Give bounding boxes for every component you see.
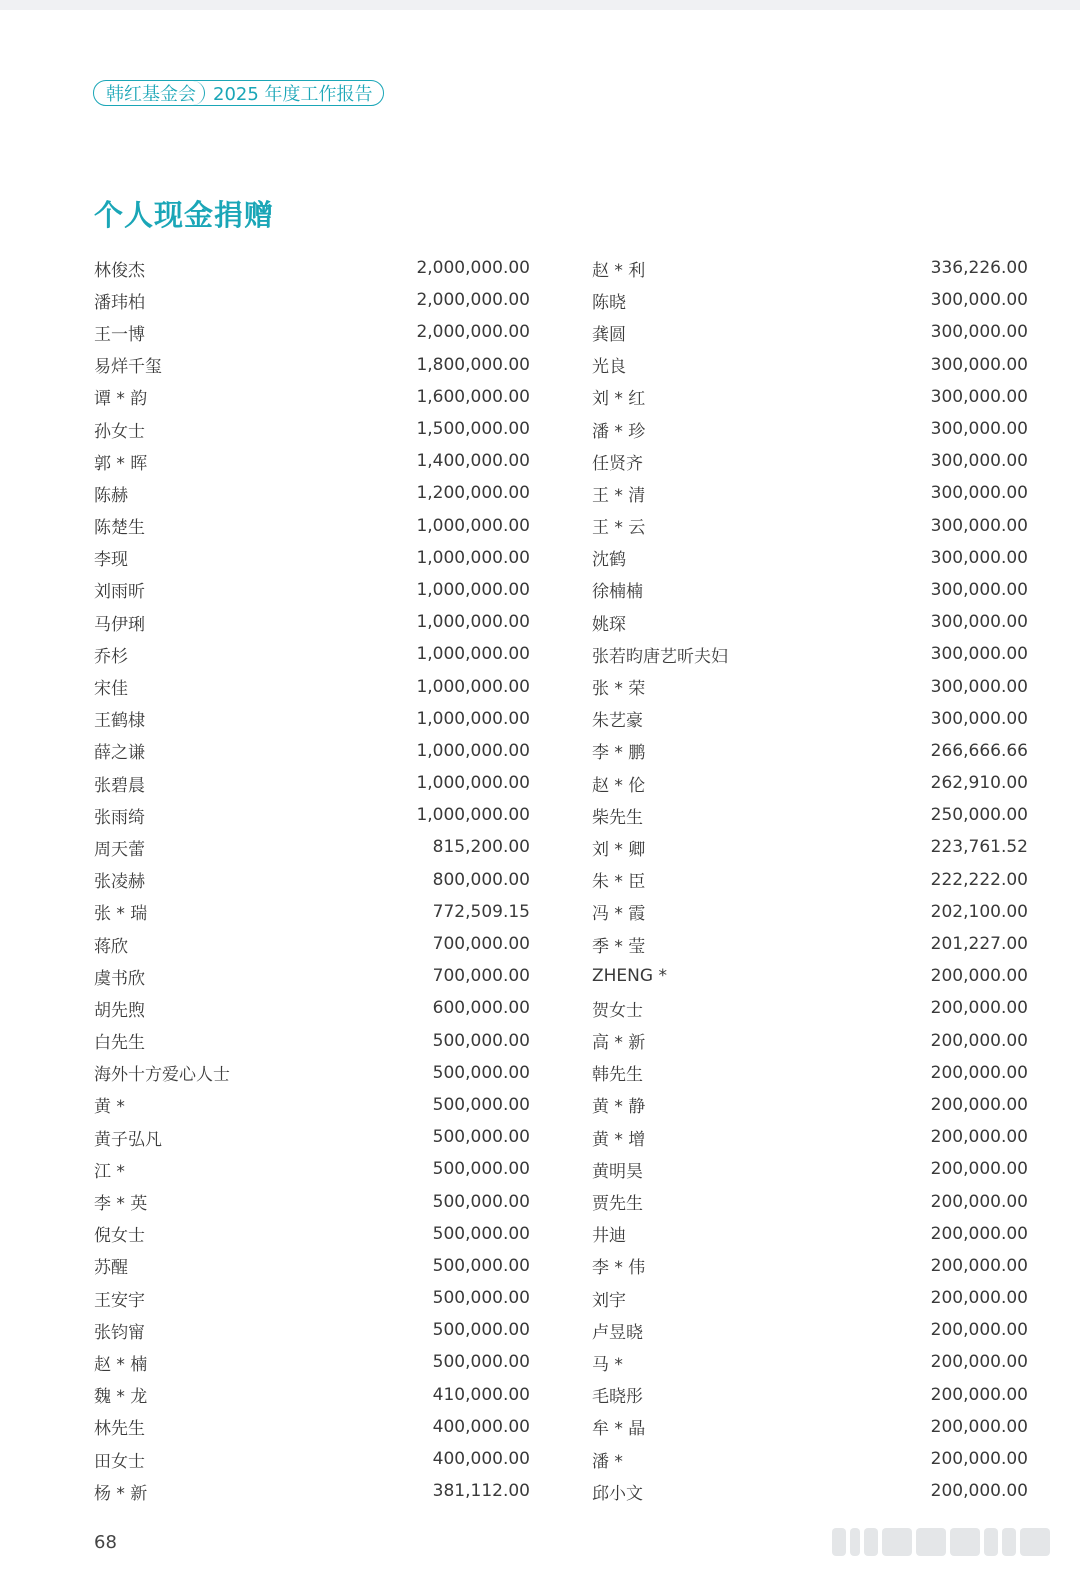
donation-amount: 200,000.00 — [930, 1062, 1028, 1083]
donation-amount: 223,761.52 — [930, 837, 1028, 858]
donor-row — [592, 1153, 1028, 1185]
donor-name: ZHENG * — [592, 966, 667, 987]
donor-name: 刘宇 — [592, 1290, 626, 1311]
donor-row — [592, 928, 1028, 960]
donation-amount: 300,000.00 — [930, 322, 1028, 343]
organization-name: 韩红基金会 — [94, 81, 205, 105]
donor-row — [592, 1057, 1028, 1089]
donor-name: 魏 * 龙 — [94, 1387, 148, 1408]
donation-amount: 300,000.00 — [930, 708, 1028, 729]
donor-name: 张 * 荣 — [592, 679, 646, 700]
donor-row — [94, 1443, 530, 1475]
donor-list-left — [94, 252, 530, 1507]
donor-name: 黄 * — [94, 1097, 125, 1118]
donor-row — [94, 670, 530, 702]
donation-amount: 200,000.00 — [930, 1127, 1028, 1148]
donor-row — [592, 542, 1028, 574]
donor-name: 林俊杰 — [94, 260, 145, 281]
donation-amount: 262,910.00 — [930, 773, 1028, 794]
donor-name: 胡先煦 — [94, 1000, 145, 1021]
donor-name: 张雨绮 — [94, 807, 145, 828]
donation-amount: 2,000,000.00 — [416, 290, 530, 311]
donation-amount: 300,000.00 — [930, 290, 1028, 311]
donation-amount: 1,000,000.00 — [416, 773, 530, 794]
donor-row — [592, 1089, 1028, 1121]
donation-amount: 250,000.00 — [930, 805, 1028, 826]
donor-name: 苏醒 — [94, 1258, 128, 1279]
donor-row — [592, 670, 1028, 702]
donor-name: 朱 * 臣 — [592, 872, 646, 893]
donor-name: 李 * 英 — [94, 1194, 148, 1215]
donor-row — [592, 864, 1028, 896]
donation-amount: 1,000,000.00 — [416, 547, 530, 568]
donor-name: 谭 * 韵 — [94, 389, 148, 410]
donor-name: 李现 — [94, 550, 128, 571]
donation-amount: 1,200,000.00 — [416, 483, 530, 504]
donor-row — [94, 1346, 530, 1378]
donor-row — [94, 606, 530, 638]
donation-amount: 200,000.00 — [930, 1288, 1028, 1309]
donor-name: 杨 * 新 — [94, 1483, 148, 1504]
donation-amount: 200,000.00 — [930, 1449, 1028, 1470]
donor-row — [592, 252, 1028, 284]
donor-row — [94, 1411, 530, 1443]
donation-amount: 700,000.00 — [432, 934, 530, 955]
donor-row — [94, 864, 530, 896]
donor-row — [592, 1475, 1028, 1507]
donor-row — [94, 1089, 530, 1121]
donor-name: 黄 * 静 — [592, 1097, 646, 1118]
donation-amount: 2,000,000.00 — [416, 322, 530, 343]
donor-row — [592, 316, 1028, 348]
donor-row — [592, 1121, 1028, 1153]
donor-name: 虞书欣 — [94, 968, 145, 989]
donor-name: 刘 * 红 — [592, 389, 646, 410]
donor-row — [592, 960, 1028, 992]
donor-row — [592, 510, 1028, 542]
donor-row — [94, 413, 530, 445]
donor-name: 贺女士 — [592, 1000, 643, 1021]
donation-amount: 200,000.00 — [930, 1191, 1028, 1212]
donation-amount: 300,000.00 — [930, 644, 1028, 665]
donation-amount: 815,200.00 — [432, 837, 530, 858]
donor-name: 徐楠楠 — [592, 582, 643, 603]
donor-list-right — [592, 252, 1028, 1507]
donor-name: 郭 * 晖 — [94, 453, 148, 474]
donor-row — [592, 477, 1028, 509]
donation-amount: 800,000.00 — [432, 869, 530, 890]
donation-amount: 772,509.15 — [432, 901, 530, 922]
donation-amount: 600,000.00 — [432, 998, 530, 1019]
donor-row — [94, 735, 530, 767]
donor-row — [592, 1443, 1028, 1475]
donor-name: 王安宇 — [94, 1290, 145, 1311]
donation-amount: 300,000.00 — [930, 451, 1028, 472]
donor-row — [94, 542, 530, 574]
donor-row — [592, 703, 1028, 735]
donor-name: 季 * 莹 — [592, 936, 646, 957]
donor-name: 李 * 鹏 — [592, 743, 646, 764]
donor-name: 柴先生 — [592, 807, 643, 828]
donation-amount: 300,000.00 — [930, 483, 1028, 504]
donor-name: 刘 * 卿 — [592, 839, 646, 860]
donation-amount: 300,000.00 — [930, 515, 1028, 536]
donor-name: 贾先生 — [592, 1194, 643, 1215]
donor-name: 邱小文 — [592, 1483, 643, 1504]
donor-name: 赵 * 利 — [592, 260, 646, 281]
donor-row — [94, 831, 530, 863]
donation-amount: 1,000,000.00 — [416, 612, 530, 633]
donor-name: 黄 * 增 — [592, 1129, 646, 1150]
donor-name: 刘雨昕 — [94, 582, 145, 603]
donation-amount: 300,000.00 — [930, 676, 1028, 697]
donation-amount: 200,000.00 — [930, 1094, 1028, 1115]
donor-row — [94, 1282, 530, 1314]
donor-row — [592, 606, 1028, 638]
report-header — [93, 80, 384, 106]
donor-name: 任贤齐 — [592, 453, 643, 474]
donation-amount: 200,000.00 — [930, 1223, 1028, 1244]
donor-row — [592, 1346, 1028, 1378]
donation-amount: 500,000.00 — [432, 1094, 530, 1115]
section-title: 个人现金捐赠 — [94, 198, 275, 232]
donor-name: 李 * 伟 — [592, 1258, 646, 1279]
donation-amount: 1,000,000.00 — [416, 708, 530, 729]
donor-name: 林先生 — [94, 1419, 145, 1440]
donor-row — [94, 445, 530, 477]
donor-row — [592, 284, 1028, 316]
donation-amount: 700,000.00 — [432, 966, 530, 987]
donation-amount: 381,112.00 — [432, 1481, 530, 1502]
donor-row — [94, 703, 530, 735]
donor-row — [592, 992, 1028, 1024]
donation-amount: 1,000,000.00 — [416, 515, 530, 536]
donor-name: 周天蕾 — [94, 839, 145, 860]
top-bar — [0, 0, 1080, 10]
donation-amount: 2,000,000.00 — [416, 258, 530, 279]
donor-name: 宋佳 — [94, 679, 128, 700]
donor-row — [592, 349, 1028, 381]
donor-name: 陈赫 — [94, 485, 128, 506]
donor-name: 田女士 — [94, 1451, 145, 1472]
donor-name: 光良 — [592, 357, 626, 378]
donation-amount: 500,000.00 — [432, 1030, 530, 1051]
donor-row — [94, 1025, 530, 1057]
donor-row — [94, 1218, 530, 1250]
donation-amount: 1,000,000.00 — [416, 740, 530, 761]
donor-row — [94, 928, 530, 960]
donor-row — [592, 1282, 1028, 1314]
donation-amount: 500,000.00 — [432, 1352, 530, 1373]
donation-amount: 1,400,000.00 — [416, 451, 530, 472]
donor-name: 江 * — [94, 1161, 125, 1182]
donation-amount: 200,000.00 — [930, 1159, 1028, 1180]
donor-name: 赵 * 楠 — [94, 1354, 148, 1375]
donation-amount: 1,800,000.00 — [416, 354, 530, 375]
donor-row — [94, 252, 530, 284]
donation-amount: 500,000.00 — [432, 1127, 530, 1148]
donor-name: 沈鹤 — [592, 550, 626, 571]
donor-name: 王 * 云 — [592, 518, 646, 539]
donation-amount: 200,000.00 — [930, 1030, 1028, 1051]
donation-amount: 410,000.00 — [432, 1384, 530, 1405]
donor-name: 海外十方爱心人士 — [94, 1065, 230, 1086]
donation-amount: 202,100.00 — [930, 901, 1028, 922]
donor-name: 黄明昊 — [592, 1161, 643, 1182]
donor-row — [94, 349, 530, 381]
donor-name: 易烊千玺 — [94, 357, 162, 378]
donor-name: 井迪 — [592, 1226, 626, 1247]
donor-row — [94, 960, 530, 992]
donor-name: 王鹤棣 — [94, 711, 145, 732]
donor-name: 冯 * 霞 — [592, 904, 646, 925]
donor-name: 张 * 瑞 — [94, 904, 148, 925]
donor-row — [592, 413, 1028, 445]
donor-name: 蒋欣 — [94, 936, 128, 957]
donation-amount: 222,222.00 — [930, 869, 1028, 890]
donor-row — [94, 896, 530, 928]
donor-name: 牟 * 晶 — [592, 1419, 646, 1440]
donor-name: 孙女士 — [94, 421, 145, 442]
donor-row — [94, 1250, 530, 1282]
watermark — [832, 1528, 1050, 1556]
donation-amount: 1,500,000.00 — [416, 419, 530, 440]
donor-row — [592, 799, 1028, 831]
donor-row — [94, 510, 530, 542]
donor-name: 马 * — [592, 1354, 623, 1375]
donor-row — [592, 574, 1028, 606]
donation-amount: 400,000.00 — [432, 1449, 530, 1470]
donation-amount: 400,000.00 — [432, 1416, 530, 1437]
donation-amount: 500,000.00 — [432, 1320, 530, 1341]
donor-row — [94, 638, 530, 670]
donor-row — [592, 1185, 1028, 1217]
donation-amount: 200,000.00 — [930, 1481, 1028, 1502]
donor-row — [94, 1185, 530, 1217]
donation-amount: 200,000.00 — [930, 1255, 1028, 1276]
donor-name: 陈楚生 — [94, 518, 145, 539]
donor-name: 赵 * 伦 — [592, 775, 646, 796]
donor-name: 张若昀唐艺昕夫妇 — [592, 646, 728, 667]
donor-row — [94, 316, 530, 348]
donation-amount: 300,000.00 — [930, 547, 1028, 568]
donor-row — [592, 1411, 1028, 1443]
donor-name: 张碧晨 — [94, 775, 145, 796]
donation-amount: 500,000.00 — [432, 1191, 530, 1212]
donor-row — [94, 381, 530, 413]
donor-name: 陈晓 — [592, 292, 626, 313]
donor-name: 朱艺豪 — [592, 711, 643, 732]
donor-row — [592, 1314, 1028, 1346]
donor-row — [592, 1218, 1028, 1250]
donor-row — [592, 896, 1028, 928]
donor-row — [592, 735, 1028, 767]
donor-name: 黄子弘凡 — [94, 1129, 162, 1150]
donation-amount: 300,000.00 — [930, 386, 1028, 407]
donor-name: 马伊琍 — [94, 614, 145, 635]
donor-name: 白先生 — [94, 1033, 145, 1054]
donation-amount: 500,000.00 — [432, 1255, 530, 1276]
donor-row — [94, 767, 530, 799]
donor-row — [94, 1153, 530, 1185]
donor-row — [94, 1057, 530, 1089]
donor-row — [592, 1025, 1028, 1057]
donor-row — [592, 638, 1028, 670]
donation-amount: 300,000.00 — [930, 354, 1028, 375]
donation-amount: 300,000.00 — [930, 419, 1028, 440]
donor-name: 潘 * — [592, 1451, 623, 1472]
donation-amount: 1,600,000.00 — [416, 386, 530, 407]
donor-row — [94, 284, 530, 316]
donor-row — [592, 445, 1028, 477]
donation-amount: 300,000.00 — [930, 612, 1028, 633]
donation-amount: 1,000,000.00 — [416, 644, 530, 665]
donor-row — [592, 767, 1028, 799]
report-title: 2025 年度工作报告 — [213, 84, 373, 105]
donor-row — [94, 799, 530, 831]
donor-name: 潘 * 珍 — [592, 421, 646, 442]
donation-amount: 200,000.00 — [930, 1320, 1028, 1341]
donation-amount: 1,000,000.00 — [416, 676, 530, 697]
donor-row — [592, 1379, 1028, 1411]
donation-amount: 200,000.00 — [930, 1352, 1028, 1373]
donor-row — [94, 992, 530, 1024]
donor-row — [94, 1121, 530, 1153]
donation-amount: 200,000.00 — [930, 1384, 1028, 1405]
donation-amount: 200,000.00 — [930, 998, 1028, 1019]
donor-name: 龚圆 — [592, 324, 626, 345]
donor-row — [94, 1475, 530, 1507]
donor-row — [592, 831, 1028, 863]
donation-amount: 300,000.00 — [930, 579, 1028, 600]
donor-row — [94, 574, 530, 606]
donor-name: 王 * 清 — [592, 485, 646, 506]
donor-name: 张钧甯 — [94, 1322, 145, 1343]
donor-name: 倪女士 — [94, 1226, 145, 1247]
donor-name: 卢昱晓 — [592, 1322, 643, 1343]
donor-name: 乔杉 — [94, 646, 128, 667]
donor-name: 张凌赫 — [94, 872, 145, 893]
donation-amount: 266,666.66 — [930, 740, 1028, 761]
donor-name: 薛之谦 — [94, 743, 145, 764]
donation-amount: 500,000.00 — [432, 1159, 530, 1180]
donor-name: 高 * 新 — [592, 1033, 646, 1054]
donor-name: 王一博 — [94, 324, 145, 345]
donor-name: 韩先生 — [592, 1065, 643, 1086]
donor-row — [94, 477, 530, 509]
donation-amount: 500,000.00 — [432, 1223, 530, 1244]
donation-amount: 336,226.00 — [930, 258, 1028, 279]
donation-amount: 500,000.00 — [432, 1288, 530, 1309]
donor-row — [592, 1250, 1028, 1282]
donation-amount: 200,000.00 — [930, 966, 1028, 987]
donor-row — [94, 1314, 530, 1346]
donor-name: 姚琛 — [592, 614, 626, 635]
donation-amount: 1,000,000.00 — [416, 579, 530, 600]
donation-amount: 200,000.00 — [930, 1416, 1028, 1437]
donation-amount: 201,227.00 — [930, 934, 1028, 955]
donor-row — [94, 1379, 530, 1411]
donor-name: 毛晓彤 — [592, 1387, 643, 1408]
donor-name: 潘玮柏 — [94, 292, 145, 313]
donation-amount: 1,000,000.00 — [416, 805, 530, 826]
donor-row — [592, 381, 1028, 413]
page-number: 68 — [94, 1532, 117, 1553]
donation-amount: 500,000.00 — [432, 1062, 530, 1083]
